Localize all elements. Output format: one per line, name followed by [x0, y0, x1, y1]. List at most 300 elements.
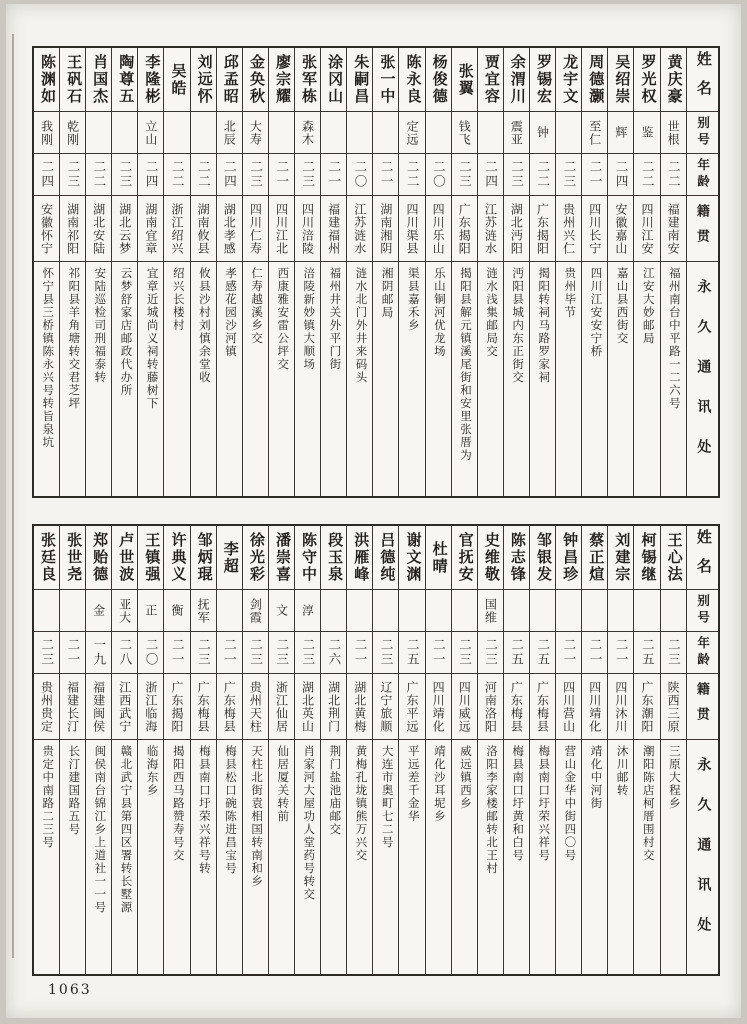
- native-place-cell: 湖南湘阴: [373, 196, 398, 262]
- address-cell: 肖家河大屋功人堂药号转交: [302, 745, 315, 901]
- name-cell: 张军栋: [295, 48, 320, 112]
- native-place-cell: 四川长宁: [582, 196, 607, 262]
- native-place-cell: 浙江仙居: [269, 674, 294, 740]
- alias-cell: [373, 112, 398, 154]
- native-place-cell: 湖南祁阳: [60, 196, 85, 262]
- name-cell: 杨俊德: [426, 48, 451, 112]
- column-header-name: 姓名: [687, 48, 718, 112]
- column-header-name: 姓名: [687, 526, 718, 590]
- address-cell: 云梦舒家店邮政代办所: [119, 267, 132, 397]
- address-cell: 福州南台中平路一二六号: [667, 267, 680, 410]
- age-cell: 二〇: [138, 632, 163, 674]
- alias-cell: [608, 590, 633, 632]
- native-place-cell: 贵州贵定: [34, 674, 59, 740]
- age-cell: 二二: [634, 154, 659, 196]
- address-cell: 湘阴邮局: [380, 267, 393, 319]
- age-cell: 二三: [661, 632, 686, 674]
- age-cell: 二一: [269, 154, 294, 196]
- alias-cell: [661, 590, 686, 632]
- native-place-cell: 福建长汀: [60, 674, 85, 740]
- name-cell: 谢文渊: [399, 526, 424, 590]
- age-cell: 二八: [112, 632, 137, 674]
- alias-cell: [634, 590, 659, 632]
- alias-cell: 金: [86, 590, 111, 632]
- name-cell: 吴绍崇: [608, 48, 633, 112]
- person-column: [425, 526, 451, 974]
- address-cell: 仙居厦关转前: [276, 745, 289, 823]
- person-column: [216, 526, 242, 974]
- name-cell: 陈志锋: [504, 526, 529, 590]
- address-cell: 长汀建国路五号: [67, 745, 80, 836]
- address-cell: 西康雅安雷公坪交: [276, 267, 289, 371]
- alias-cell: 震亚: [504, 112, 529, 154]
- name-cell: 罗锡宏: [530, 48, 555, 112]
- person-column: [372, 48, 398, 496]
- address-cell: 仁寿越溪乡交: [250, 267, 263, 345]
- person-column: [660, 48, 686, 496]
- native-place-cell: 广东梅县: [217, 674, 242, 740]
- address-cell: 乐山铜河优龙场: [432, 267, 445, 358]
- age-cell: 二四: [217, 154, 242, 196]
- alias-cell: [452, 590, 477, 632]
- native-place-cell: 广东梅县: [530, 674, 555, 740]
- person-column: [607, 526, 633, 974]
- alias-cell: [60, 590, 85, 632]
- person-column: [294, 526, 320, 974]
- name-cell: 陶尊五: [112, 48, 137, 112]
- name-cell: 段玉泉: [321, 526, 346, 590]
- age-cell: 二四: [608, 154, 633, 196]
- age-cell: 二二: [164, 154, 189, 196]
- native-place-cell: 湖北孝感: [217, 196, 242, 262]
- age-cell: 二四: [138, 154, 163, 196]
- alias-cell: [426, 590, 451, 632]
- address-cell: 大连市奥町七二号: [380, 745, 393, 849]
- address-cell: 洛阳李家楼邮转北王村: [485, 745, 498, 875]
- person-column: [346, 48, 372, 496]
- address-cell: 梅县南口圩荣兴祥号转: [197, 745, 210, 875]
- name-cell: 潘崇喜: [269, 526, 294, 590]
- address-cell: 梅县南口圩黄和白号: [511, 745, 524, 862]
- address-cell: 怀宁县三桥镇陈永兴号转旨泉坑: [41, 267, 54, 449]
- column-header-place: 籍贯: [687, 674, 718, 740]
- person-column: [268, 526, 294, 974]
- age-cell: 二一: [217, 632, 242, 674]
- age-cell: 二二: [86, 154, 111, 196]
- address-cell: 宜章近城尚义祠转藤树下: [145, 267, 158, 410]
- scan-artifact-line: [12, 34, 14, 958]
- person-column: [451, 48, 477, 496]
- address-cell: 黄梅孔垅镇熊万兴交: [354, 745, 367, 862]
- native-place-cell: 四川江安: [634, 196, 659, 262]
- address-cell: 沔阳县城内东正街交: [511, 267, 524, 384]
- age-cell: 二〇: [426, 154, 451, 196]
- alias-cell: 剑霞: [243, 590, 268, 632]
- person-column: [242, 526, 268, 974]
- address-cell: 揭阳西马路赞寿号交: [171, 745, 184, 862]
- age-cell: 二一: [608, 632, 633, 674]
- name-cell: 徐光彩: [243, 526, 268, 590]
- person-column: [451, 526, 477, 974]
- alias-cell: 钱飞: [452, 112, 477, 154]
- address-cell: 营山金华中街四〇号: [563, 745, 576, 862]
- age-cell: 二三: [243, 154, 268, 196]
- address-cell: 沐川邮转: [615, 745, 628, 797]
- age-cell: 一九: [86, 632, 111, 674]
- alias-cell: [347, 112, 372, 154]
- age-cell: 二五: [634, 632, 659, 674]
- person-column: [137, 526, 163, 974]
- person-column: [216, 48, 242, 496]
- alias-cell: [321, 590, 346, 632]
- address-cell: 梅县松口碗陈进昌宝号: [223, 745, 236, 875]
- name-cell: 余渭川: [504, 48, 529, 112]
- native-place-cell: 广东揭阳: [452, 196, 477, 262]
- person-column: [242, 48, 268, 496]
- address-cell: 临海东乡: [145, 745, 158, 797]
- address-cell: 揭阳转祠马路罗家祠: [537, 267, 550, 384]
- native-place-cell: 四川渠县: [399, 196, 424, 262]
- age-cell: 二三: [478, 632, 503, 674]
- person-column: [320, 526, 346, 974]
- alias-cell: 淳: [295, 590, 320, 632]
- native-place-cell: 湖北云梦: [112, 196, 137, 262]
- native-place-cell: 四川威远: [452, 674, 477, 740]
- age-cell: 二四: [478, 154, 503, 196]
- address-cell: 贵定中南路二三号: [41, 745, 54, 849]
- alias-cell: [269, 112, 294, 154]
- address-cell: 平远差千金华: [406, 745, 419, 823]
- native-place-cell: 四川沐川: [608, 674, 633, 740]
- person-column: [398, 48, 424, 496]
- native-place-cell: 湖北荆门: [321, 674, 346, 740]
- name-cell: 张廷良: [34, 526, 59, 590]
- name-cell: 张一中: [373, 48, 398, 112]
- name-cell: 张翼: [452, 48, 477, 112]
- alias-cell: [191, 112, 216, 154]
- age-cell: 二二: [399, 154, 424, 196]
- name-cell: 罗光权: [634, 48, 659, 112]
- name-cell: 涂冈山: [321, 48, 346, 112]
- alias-cell: 辉: [608, 112, 633, 154]
- name-cell: 许典义: [164, 526, 189, 590]
- alias-cell: [426, 112, 451, 154]
- native-place-cell: 广东平远: [399, 674, 424, 740]
- address-cell: 绍兴长楼村: [171, 267, 184, 332]
- name-cell: 邹炳琨: [191, 526, 216, 590]
- native-place-cell: 江苏涟水: [478, 196, 503, 262]
- name-cell: 李超: [217, 526, 242, 590]
- address-cell: 涪陵新妙镇大顺场: [302, 267, 315, 371]
- native-place-cell: 四川靖化: [426, 674, 451, 740]
- person-column: [294, 48, 320, 496]
- address-cell: 江安大妙邮局: [641, 267, 654, 345]
- address-cell: 梅县南口圩荣兴祥号: [537, 745, 550, 862]
- address-cell: 福州井关外平门街: [328, 267, 341, 371]
- name-cell: 王矾石: [60, 48, 85, 112]
- age-cell: 二一: [164, 632, 189, 674]
- age-cell: 二三: [556, 154, 581, 196]
- native-place-cell: 浙江临海: [138, 674, 163, 740]
- column-header-place: 籍贯: [687, 196, 718, 262]
- name-cell: 史维敬: [478, 526, 503, 590]
- native-place-cell: 四川靖化: [582, 674, 607, 740]
- header-column: [686, 526, 718, 974]
- native-place-cell: 福建福州: [321, 196, 346, 262]
- alias-cell: 钟: [530, 112, 555, 154]
- alias-cell: [373, 590, 398, 632]
- person-column: [633, 526, 659, 974]
- person-column: [59, 526, 85, 974]
- native-place-cell: 广东潮阳: [634, 674, 659, 740]
- address-cell: 嘉山县西街交: [615, 267, 628, 345]
- native-place-cell: 四川仁寿: [243, 196, 268, 262]
- alias-cell: 衡: [164, 590, 189, 632]
- alias-cell: [164, 112, 189, 154]
- age-cell: 二三: [452, 154, 477, 196]
- alias-cell: [321, 112, 346, 154]
- person-column: [503, 526, 529, 974]
- age-cell: 二四: [34, 154, 59, 196]
- name-cell: 蔡正煊: [582, 526, 607, 590]
- person-column: [163, 526, 189, 974]
- address-cell: 潮阳陈店柯厝围村交: [641, 745, 654, 862]
- name-cell: 龙宇文: [556, 48, 581, 112]
- name-cell: 陈渊如: [34, 48, 59, 112]
- name-cell: 吴皓: [164, 48, 189, 112]
- native-place-cell: 辽宁旅顺: [373, 674, 398, 740]
- address-cell: 渠县嘉禾乡: [406, 267, 419, 332]
- alias-cell: 抚军: [191, 590, 216, 632]
- native-place-cell: 福建南安: [661, 196, 686, 262]
- alias-cell: [86, 112, 111, 154]
- alias-cell: 亚大: [112, 590, 137, 632]
- native-place-cell: 四川江北: [269, 196, 294, 262]
- person-column: [85, 48, 111, 496]
- name-cell: 杜晴: [426, 526, 451, 590]
- native-place-cell: 广东梅县: [504, 674, 529, 740]
- alias-cell: [478, 112, 503, 154]
- native-place-cell: 安徽嘉山: [608, 196, 633, 262]
- address-cell: 威远镇西乡: [458, 745, 471, 810]
- age-cell: 二一: [582, 632, 607, 674]
- age-cell: 二三: [504, 154, 529, 196]
- alias-cell: 森木: [295, 112, 320, 154]
- native-place-cell: 四川营山: [556, 674, 581, 740]
- age-cell: 二一: [60, 632, 85, 674]
- person-column: [111, 48, 137, 496]
- age-cell: 二三: [373, 632, 398, 674]
- name-cell: 邱孟昭: [217, 48, 242, 112]
- alias-cell: 我刚: [34, 112, 59, 154]
- person-column: [607, 48, 633, 496]
- alias-cell: [347, 590, 372, 632]
- person-column: [320, 48, 346, 496]
- native-place-cell: 江西武宁: [112, 674, 137, 740]
- name-cell: 洪雁峰: [347, 526, 372, 590]
- native-place-cell: 河南洛阳: [478, 674, 503, 740]
- native-place-cell: 广东揭阳: [164, 674, 189, 740]
- person-column: [633, 48, 659, 496]
- name-cell: 卢世波: [112, 526, 137, 590]
- person-column: [398, 526, 424, 974]
- address-cell: 荆门盐池庙邮交: [328, 745, 341, 836]
- address-cell: 天柱北街袁相国转南和乡: [250, 745, 263, 888]
- person-column: [581, 48, 607, 496]
- age-cell: 二二: [661, 154, 686, 196]
- alias-cell: 乾刚: [60, 112, 85, 154]
- native-place-cell: 四川乐山: [426, 196, 451, 262]
- alias-cell: 北辰: [217, 112, 242, 154]
- name-cell: 邹银发: [530, 526, 555, 590]
- name-cell: 陈永良: [399, 48, 424, 112]
- native-place-cell: 广东梅县: [191, 674, 216, 740]
- person-column: [268, 48, 294, 496]
- column-header-address: 永久通讯处: [695, 279, 711, 479]
- directory-table-lower: [32, 524, 720, 976]
- person-column: [529, 526, 555, 974]
- address-cell: 涟水浅集邮局交: [485, 267, 498, 358]
- address-cell: 揭阳县解元镇溪尾街和安里张厝为: [458, 267, 471, 462]
- age-cell: 二三: [295, 154, 320, 196]
- age-cell: 二三: [269, 632, 294, 674]
- native-place-cell: 湖南攸县: [191, 196, 216, 262]
- name-cell: 王心法: [661, 526, 686, 590]
- age-cell: 二三: [452, 632, 477, 674]
- address-cell: 攸县沙村刘慎余堂收: [197, 267, 210, 384]
- age-cell: 二二: [530, 154, 555, 196]
- alias-cell: [556, 590, 581, 632]
- age-cell: 二三: [34, 632, 59, 674]
- native-place-cell: 四川涪陵: [295, 196, 320, 262]
- name-cell: 金奂秋: [243, 48, 268, 112]
- native-place-cell: 广东揭阳: [530, 196, 555, 262]
- age-cell: 二一: [321, 154, 346, 196]
- person-column: [555, 526, 581, 974]
- age-cell: 二五: [504, 632, 529, 674]
- person-column: [477, 48, 503, 496]
- age-cell: 二〇: [347, 154, 372, 196]
- address-cell: 孝感花园沙河镇: [223, 267, 236, 358]
- age-cell: 二五: [399, 632, 424, 674]
- person-column: [372, 526, 398, 974]
- address-cell: 涟水北门外井来码头: [354, 267, 367, 384]
- person-column: [190, 526, 216, 974]
- person-column: [529, 48, 555, 496]
- native-place-cell: 湖北黄梅: [347, 674, 372, 740]
- alias-cell: [530, 590, 555, 632]
- name-cell: 官抚安: [452, 526, 477, 590]
- alias-cell: 国维: [478, 590, 503, 632]
- address-cell: 贵州毕节: [563, 267, 576, 319]
- alias-cell: 定远: [399, 112, 424, 154]
- person-column: [477, 526, 503, 974]
- address-cell: 赣北武宁县第四区署转长墅源: [119, 745, 132, 914]
- column-header-age: 年龄: [687, 154, 718, 196]
- alias-cell: 正: [138, 590, 163, 632]
- alias-cell: [504, 590, 529, 632]
- column-header-alias: 别号: [687, 112, 718, 154]
- age-cell: 二二: [191, 154, 216, 196]
- name-cell: 郑贻德: [86, 526, 111, 590]
- address-cell: 闽侯南台锦江乡上道社一一号: [93, 745, 106, 914]
- address-cell: 靖化沙耳坭乡: [432, 745, 445, 823]
- age-cell: 二三: [243, 632, 268, 674]
- name-cell: 周德灏: [582, 48, 607, 112]
- name-cell: 柯锡继: [634, 526, 659, 590]
- native-place-cell: 安徽怀宁: [34, 196, 59, 262]
- person-column: [425, 48, 451, 496]
- column-header-age: 年龄: [687, 632, 718, 674]
- alias-cell: [556, 112, 581, 154]
- name-cell: 朱嗣昌: [347, 48, 372, 112]
- native-place-cell: 湖南宜章: [138, 196, 163, 262]
- alias-cell: [582, 590, 607, 632]
- person-column: [34, 48, 59, 496]
- address-cell: 祁阳县羊角塘转交君芝坪: [67, 267, 80, 410]
- address-cell: 安陆巡检司刑福泰转: [93, 267, 106, 384]
- age-cell: 二一: [347, 632, 372, 674]
- age-cell: 二三: [112, 154, 137, 196]
- person-column: [555, 48, 581, 496]
- alias-cell: 至仁: [582, 112, 607, 154]
- age-cell: 二一: [582, 154, 607, 196]
- native-place-cell: 福建闽侯: [86, 674, 111, 740]
- alias-cell: [112, 112, 137, 154]
- age-cell: 二五: [530, 632, 555, 674]
- age-cell: 二一: [556, 632, 581, 674]
- person-column: [346, 526, 372, 974]
- name-cell: 黄庆豪: [661, 48, 686, 112]
- person-column: [190, 48, 216, 496]
- native-place-cell: 江苏涟水: [347, 196, 372, 262]
- name-cell: 李隆彬: [138, 48, 163, 112]
- name-cell: 吕德纯: [373, 526, 398, 590]
- native-place-cell: 湖北英山: [295, 674, 320, 740]
- native-place-cell: 贵州兴仁: [556, 196, 581, 262]
- name-cell: 廖宗耀: [269, 48, 294, 112]
- age-cell: 二一: [373, 154, 398, 196]
- alias-cell: 大寿: [243, 112, 268, 154]
- person-column: [85, 526, 111, 974]
- address-cell: 三原大程乡: [667, 745, 680, 810]
- alias-cell: [34, 590, 59, 632]
- address-cell: 靖化中河街: [589, 745, 602, 810]
- alias-cell: [217, 590, 242, 632]
- person-column: [660, 526, 686, 974]
- age-cell: 二三: [295, 632, 320, 674]
- person-column: [503, 48, 529, 496]
- header-column: [686, 48, 718, 496]
- name-cell: 王镇强: [138, 526, 163, 590]
- name-cell: 刘建宗: [608, 526, 633, 590]
- age-cell: 二三: [191, 632, 216, 674]
- name-cell: 贾宜容: [478, 48, 503, 112]
- person-column: [111, 526, 137, 974]
- age-cell: 二三: [60, 154, 85, 196]
- person-column: [34, 526, 59, 974]
- name-cell: 肖国杰: [86, 48, 111, 112]
- address-cell: 四川江安安宁桥: [589, 267, 602, 358]
- directory-table-upper: [32, 46, 720, 498]
- person-column: [137, 48, 163, 496]
- name-cell: 张世尧: [60, 526, 85, 590]
- native-place-cell: 湖北安陆: [86, 196, 111, 262]
- name-cell: 刘远怀: [191, 48, 216, 112]
- column-header-alias: 别号: [687, 590, 718, 632]
- age-cell: 二六: [321, 632, 346, 674]
- column-header-address: 永久通讯处: [695, 757, 711, 957]
